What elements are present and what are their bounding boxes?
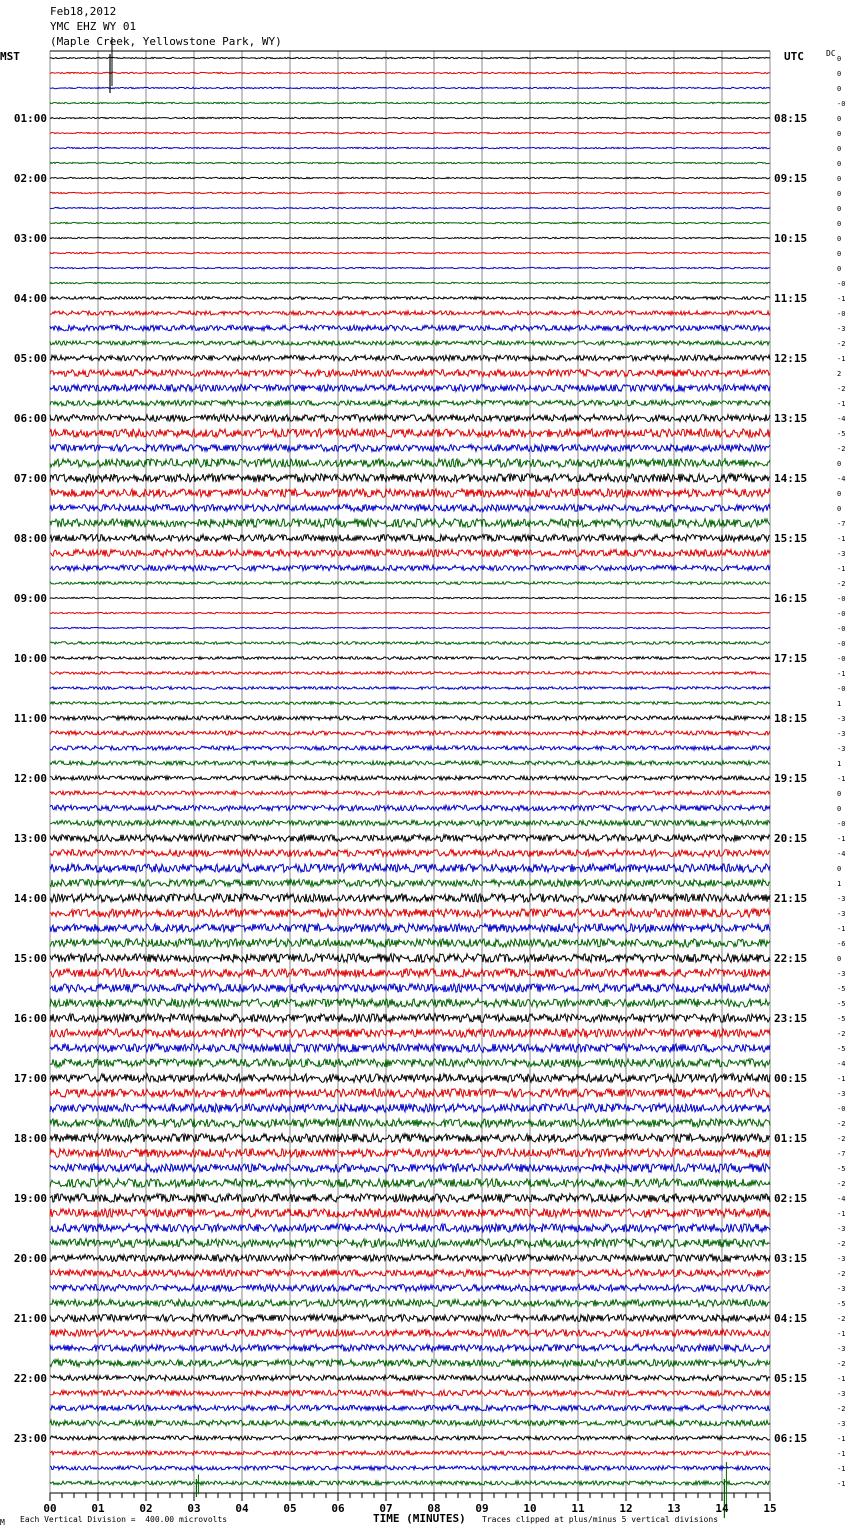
right-hour-label: 18:15 <box>774 712 808 725</box>
dc-offset-label: -0 <box>837 820 846 828</box>
trace-row <box>50 102 770 103</box>
dc-offset-label: -1 <box>837 1465 846 1473</box>
trace-row <box>50 761 770 765</box>
trace-row <box>50 1285 770 1292</box>
dc-offset-label: -1 <box>837 1375 846 1383</box>
trace-row <box>50 192 770 193</box>
dc-offset-label: 0 <box>837 505 842 513</box>
left-hour-label: 14:00 <box>13 892 47 905</box>
dc-offset-label: 0 <box>837 205 842 213</box>
dc-offset-label: -0 <box>837 655 846 663</box>
left-hour-label: 02:00 <box>13 172 47 185</box>
right-hour-label: 21:15 <box>774 892 808 905</box>
trace-row <box>50 1029 770 1037</box>
trace-row <box>50 1164 770 1172</box>
trace-row <box>50 999 770 1007</box>
dc-offset-label: 0 <box>837 115 842 123</box>
dc-offset-label: 0 <box>837 235 842 243</box>
dc-offset-label: 0 <box>837 145 842 153</box>
trace-row <box>50 612 770 613</box>
trace-row <box>50 370 770 377</box>
trace-row <box>50 791 770 795</box>
trace-row <box>50 147 770 148</box>
trace-row <box>50 1466 770 1470</box>
dc-offset-label: -5 <box>837 1000 846 1008</box>
dc-offset-label: -5 <box>837 985 846 993</box>
trace-row <box>50 627 770 628</box>
right-hour-label: 16:15 <box>774 592 808 605</box>
trace-row <box>50 1134 770 1142</box>
right-hour-label: 08:15 <box>774 112 808 125</box>
trace-row <box>50 954 770 962</box>
dc-offset-label: -2 <box>837 385 846 393</box>
left-hour-label: 03:00 <box>13 232 47 245</box>
right-hour-label: 23:15 <box>774 1012 808 1025</box>
dc-offset-label: -2 <box>837 580 846 588</box>
trace-row <box>50 1149 770 1157</box>
dc-offset-label: -2 <box>837 1405 846 1413</box>
left-hour-label: 11:00 <box>13 712 47 725</box>
trace-row <box>50 459 770 467</box>
dc-offset-label: 0 <box>837 70 842 78</box>
dc-offset-label: -1 <box>837 1330 846 1338</box>
dc-offset-label: 0 <box>837 790 842 798</box>
x-tick-label: 08 <box>427 1502 441 1515</box>
dc-offset-label: -5 <box>837 1015 846 1023</box>
left-hour-label: 23:00 <box>13 1432 47 1445</box>
trace-row <box>50 969 770 977</box>
dc-offset-label: -1 <box>837 1210 846 1218</box>
trace-row <box>50 132 770 133</box>
right-hour-label: 15:15 <box>774 532 808 545</box>
trace-row <box>50 550 770 557</box>
right-hour-label: 10:15 <box>774 232 808 245</box>
x-tick-label: 13 <box>667 1502 681 1515</box>
x-tick-label: 05 <box>283 1502 297 1515</box>
trace-row <box>50 445 770 452</box>
trace-row <box>50 1315 770 1322</box>
x-tick-label: 03 <box>187 1502 201 1515</box>
left-hour-label: 10:00 <box>13 652 47 665</box>
trace-row <box>50 582 770 585</box>
trace-row <box>50 984 770 992</box>
trace-row <box>50 1104 770 1112</box>
right-hour-label: 02:15 <box>774 1192 808 1205</box>
trace-row <box>50 1239 770 1247</box>
dc-offset-label: 1 <box>837 700 842 708</box>
dc-offset-label: -4 <box>837 415 846 423</box>
right-hour-label: 17:15 <box>774 652 808 665</box>
trace-row <box>50 924 770 932</box>
trace-row <box>50 87 770 88</box>
dc-offset-label: -3 <box>837 1090 846 1098</box>
trace-row <box>50 282 770 283</box>
dc-offset-label: -1 <box>837 1450 846 1458</box>
dc-offset-label: -7 <box>837 1150 846 1158</box>
dc-offset-label: -5 <box>837 1300 846 1308</box>
left-hour-label: 07:00 <box>13 472 47 485</box>
dc-offset-label: -2 <box>837 1030 846 1038</box>
dc-offset-label: -0 <box>837 685 846 693</box>
dc-offset-label: -1 <box>837 835 846 843</box>
trace-row <box>50 1451 770 1455</box>
trace-row <box>50 252 770 253</box>
dc-offset-label: -1 <box>837 400 846 408</box>
trace-row <box>50 1074 770 1082</box>
trace-row <box>50 207 770 208</box>
dc-offset-label: -3 <box>837 1285 846 1293</box>
trace-row <box>50 415 770 422</box>
left-hour-label: 06:00 <box>13 412 47 425</box>
dc-offset-label: 0 <box>837 865 842 873</box>
trace-row <box>50 1420 770 1426</box>
dc-offset-label: 0 <box>837 490 842 498</box>
trace-row <box>50 672 770 675</box>
left-hour-label: 01:00 <box>13 112 47 125</box>
dc-offset-label: -2 <box>837 1270 846 1278</box>
trace-row <box>50 716 770 720</box>
dc-offset-label: 0 <box>837 805 842 813</box>
x-tick-label: 14 <box>715 1502 729 1515</box>
dc-offset-label: -3 <box>837 550 846 558</box>
right-hour-label: 12:15 <box>774 352 808 365</box>
trace-row <box>50 1360 770 1367</box>
dc-offset-label: -1 <box>837 1435 846 1443</box>
dc-offset-label: 1 <box>837 760 842 768</box>
dc-offset-label: -3 <box>837 1420 846 1428</box>
trace-row <box>50 237 770 238</box>
dc-offset-label: 0 <box>837 160 842 168</box>
dc-offset-label: -5 <box>837 1045 846 1053</box>
dc-offset-label: -1 <box>837 1075 846 1083</box>
trace-row <box>50 1059 770 1067</box>
trace-row <box>50 325 770 331</box>
trace-row <box>50 746 770 750</box>
x-tick-label: 12 <box>619 1502 633 1515</box>
dc-offset-label: -0 <box>837 1105 846 1113</box>
dc-offset-label: -3 <box>837 970 846 978</box>
dc-offset-label: 0 <box>837 460 842 468</box>
dc-offset-label: -0 <box>837 280 846 288</box>
dc-offset-label: -3 <box>837 1390 846 1398</box>
dc-offset-label: -7 <box>837 520 846 528</box>
x-tick-label: 06 <box>331 1502 345 1515</box>
dc-offset-label: -4 <box>837 1060 846 1068</box>
trace-row <box>50 642 770 645</box>
trace-row <box>50 177 770 178</box>
right-hour-label: 09:15 <box>774 172 808 185</box>
dc-offset-label: 0 <box>837 130 842 138</box>
dc-offset-label: -1 <box>837 1480 846 1488</box>
trace-row <box>50 702 770 705</box>
right-timezone-label: UTC <box>784 50 804 63</box>
trace-row <box>50 341 770 345</box>
dc-offset-label: -1 <box>837 355 846 363</box>
left-hour-label: 15:00 <box>13 952 47 965</box>
trace-row <box>50 429 770 437</box>
dc-offset-label: -3 <box>837 910 846 918</box>
left-hour-label: 22:00 <box>13 1372 47 1385</box>
trace-row <box>50 162 770 163</box>
trace-row <box>50 864 770 872</box>
left-hour-label: 09:00 <box>13 592 47 605</box>
x-tick-label: 02 <box>139 1502 153 1515</box>
dc-label: DC <box>826 49 836 58</box>
x-tick-label: 10 <box>523 1502 537 1515</box>
dc-offset-label: -5 <box>837 1165 846 1173</box>
right-hour-label: 03:15 <box>774 1252 808 1265</box>
dc-offset-label: 0 <box>837 85 842 93</box>
dc-offset-label: 0 <box>837 55 842 63</box>
clip-note: Traces clipped at plus/minus 5 vertical divisions <box>482 1515 719 1524</box>
dc-offset-label: -1 <box>837 670 846 678</box>
trace-row <box>50 222 770 223</box>
trace-row <box>50 505 770 512</box>
dc-offset-label: -3 <box>837 715 846 723</box>
dc-offset-label: 0 <box>837 190 842 198</box>
trace-row <box>50 385 770 392</box>
dc-offset-label: 1 <box>837 880 842 888</box>
dc-offset-label: -6 <box>837 940 846 948</box>
right-hour-label: 04:15 <box>774 1312 808 1325</box>
right-hour-label: 13:15 <box>774 412 808 425</box>
trace-row <box>50 355 770 361</box>
trace-row <box>50 820 770 826</box>
left-hour-label: 04:00 <box>13 292 47 305</box>
trace-row <box>50 1405 770 1411</box>
trace-row <box>50 1436 770 1440</box>
dc-offset-label: -1 <box>837 775 846 783</box>
dc-offset-label: -3 <box>837 1345 846 1353</box>
dc-offset-label: -1 <box>837 295 846 303</box>
header-station: YMC EHZ WY 01 <box>50 20 137 33</box>
trace-row <box>50 894 770 902</box>
dc-offset-label: -0 <box>837 625 846 633</box>
trace-row <box>50 1390 770 1396</box>
trace-row <box>50 311 770 315</box>
dc-offset-label: -4 <box>837 850 846 858</box>
left-hour-label: 19:00 <box>13 1192 47 1205</box>
scale-note: Each Vertical Division = 400.00 microvolts <box>20 1515 228 1524</box>
x-axis-title: TIME (MINUTES) <box>373 1512 466 1525</box>
trace-row <box>50 1119 770 1127</box>
trace-row <box>50 489 770 497</box>
dc-offset-label: -2 <box>837 1180 846 1188</box>
trace-row <box>50 72 770 73</box>
left-hour-label: 08:00 <box>13 532 47 545</box>
left-hour-label: 17:00 <box>13 1072 47 1085</box>
trace-row <box>50 939 770 947</box>
dc-offset-label: 0 <box>837 955 842 963</box>
x-tick-label: 00 <box>43 1502 57 1515</box>
left-timezone-label: MST <box>0 50 20 63</box>
trace-row <box>50 1044 770 1052</box>
dc-offset-label: -0 <box>837 595 846 603</box>
dc-offset-label: -2 <box>837 1135 846 1143</box>
header-location: (Maple Creek, Yellowstone Park, WY) <box>50 35 282 48</box>
right-hour-label: 22:15 <box>774 952 808 965</box>
dc-offset-label: -1 <box>837 535 846 543</box>
dc-offset-label: -1 <box>837 925 846 933</box>
trace-row <box>50 1209 770 1217</box>
dc-offset-label: -4 <box>837 1195 846 1203</box>
dc-offset-label: 0 <box>837 175 842 183</box>
trace-row <box>50 535 770 542</box>
dc-offset-label: -2 <box>837 445 846 453</box>
trace-row <box>50 1481 770 1485</box>
right-hour-label: 19:15 <box>774 772 808 785</box>
right-hour-label: 01:15 <box>774 1132 808 1145</box>
dc-offset-label: -0 <box>837 640 846 648</box>
trace-row <box>50 267 770 268</box>
dc-offset-label: -1 <box>837 565 846 573</box>
left-hour-label: 20:00 <box>13 1252 47 1265</box>
x-tick-label: 01 <box>91 1502 105 1515</box>
right-hour-label: 06:15 <box>774 1432 808 1445</box>
trace-row <box>50 1014 770 1022</box>
left-hour-label: 16:00 <box>13 1012 47 1025</box>
trace-row <box>50 835 770 842</box>
trace-row <box>50 880 770 887</box>
trace-row <box>50 297 770 300</box>
dc-offset-label: 0 <box>837 220 842 228</box>
trace-row <box>50 57 770 58</box>
trace-row <box>50 400 770 406</box>
dc-offset-label: -5 <box>837 430 846 438</box>
trace-row <box>50 1255 770 1262</box>
header-date: Feb18,2012 <box>50 5 117 18</box>
right-hour-label: 05:15 <box>774 1372 808 1385</box>
dc-offset-label: -0 <box>837 610 846 618</box>
dc-offset-label: 0 <box>837 265 842 273</box>
trace-row <box>50 1179 770 1187</box>
trace-row <box>50 597 770 598</box>
trace-row <box>50 1270 770 1277</box>
trace-row <box>50 850 770 857</box>
trace-row <box>50 1300 770 1307</box>
dc-offset-label: -2 <box>837 1120 846 1128</box>
trace-row <box>50 1224 770 1232</box>
left-hour-label: 12:00 <box>13 772 47 785</box>
x-tick-label: 09 <box>475 1502 489 1515</box>
trace-row <box>50 1375 770 1381</box>
trace-row <box>50 805 770 811</box>
dc-offset-label: -2 <box>837 1315 846 1323</box>
x-tick-label: 07 <box>379 1502 393 1515</box>
left-hour-label: 05:00 <box>13 352 47 365</box>
trace-row <box>50 657 770 660</box>
x-tick-label: 11 <box>571 1502 585 1515</box>
dc-offset-label: -3 <box>837 1255 846 1263</box>
trace-row <box>50 117 770 118</box>
dc-offset-label: -3 <box>837 1225 846 1233</box>
trace-row <box>50 1330 770 1337</box>
dc-offset-label: -0 <box>837 100 846 108</box>
left-hour-label: 13:00 <box>13 832 47 845</box>
corner-mark: M <box>0 1518 5 1527</box>
dc-offset-label: -3 <box>837 730 846 738</box>
dc-offset-label: -3 <box>837 895 846 903</box>
left-hour-label: 21:00 <box>13 1312 47 1325</box>
dc-offset-label: 0 <box>837 250 842 258</box>
trace-row <box>50 1089 770 1097</box>
trace-row <box>50 565 770 571</box>
right-hour-label: 14:15 <box>774 472 808 485</box>
dc-offset-label: -4 <box>837 475 846 483</box>
dc-offset-label: -3 <box>837 745 846 753</box>
dc-offset-label: -0 <box>837 310 846 318</box>
trace-row <box>50 776 770 780</box>
right-hour-label: 00:15 <box>774 1072 808 1085</box>
trace-row <box>50 687 770 690</box>
x-tick-label: 04 <box>235 1502 249 1515</box>
dc-offset-label: -2 <box>837 1360 846 1368</box>
trace-row <box>50 1194 770 1202</box>
trace-row <box>50 474 770 482</box>
trace-row <box>50 909 770 917</box>
dc-offset-label: -2 <box>837 340 846 348</box>
dc-offset-label: -3 <box>837 325 846 333</box>
dc-offset-label: 2 <box>837 370 842 378</box>
trace-row <box>50 1345 770 1352</box>
trace-row <box>50 731 770 735</box>
right-hour-label: 20:15 <box>774 832 808 845</box>
dc-offset-label: -2 <box>837 1240 846 1248</box>
right-hour-label: 11:15 <box>774 292 808 305</box>
trace-row <box>50 519 770 527</box>
left-hour-label: 18:00 <box>13 1132 47 1145</box>
x-tick-label: 15 <box>763 1502 777 1515</box>
